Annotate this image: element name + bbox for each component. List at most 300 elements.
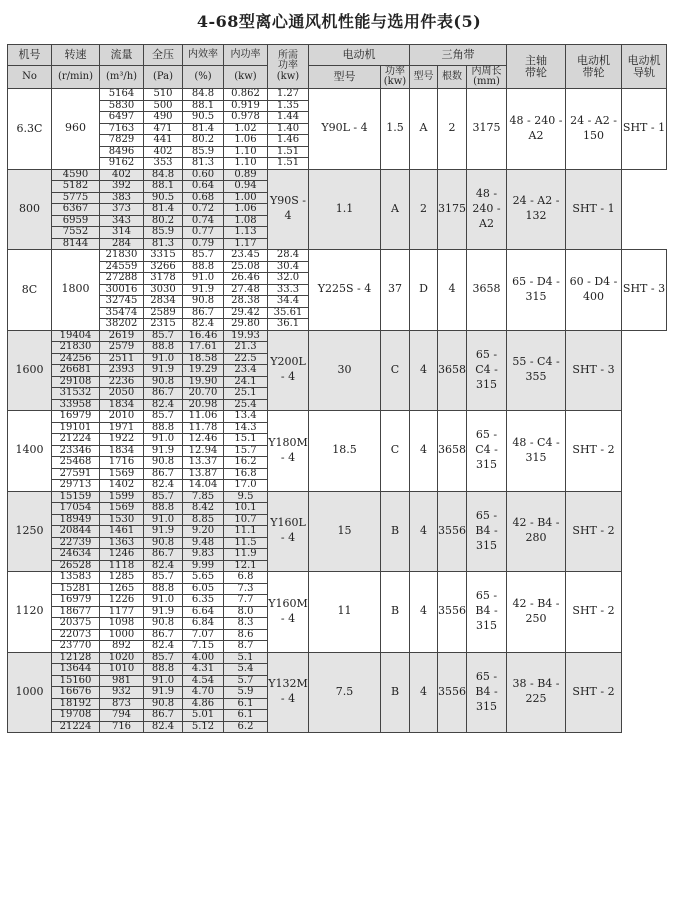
inner-power-cell: 1.10 [224,158,268,170]
shaft-pulley-cell: 48 - 240 - A2 [507,89,566,170]
flow-cell: 27591 [52,468,100,480]
motor-pulley-cell: 42 - B4 - 280 [507,491,566,572]
required-power-cell: 1.40 [268,123,309,135]
motor-model-cell: Y180M - 4 [268,411,309,492]
pressure-cell: 873 [100,698,144,710]
pressure-cell: 402 [144,146,183,158]
motor-rail-cell: SHT - 1 [566,169,622,250]
flow-cell: 19404 [52,330,100,342]
motor-power-cell: 15 [309,491,381,572]
pressure-cell: 441 [144,135,183,147]
efficiency-cell: 84.8 [183,89,224,101]
inner-power-cell: 9.48 [183,537,224,549]
flow-cell: 18949 [52,514,100,526]
efficiency-cell: 88.1 [144,181,183,193]
flow-cell: 4590 [52,169,100,181]
inner-power-cell: 12.46 [183,434,224,446]
efficiency-cell: 88.8 [144,422,183,434]
belt-count-cell: 4 [438,250,467,331]
header-machine-no-sub: No [8,66,52,89]
pressure-cell: 284 [100,238,144,250]
inner-power-cell: 8.42 [183,503,224,515]
belt-length-cell: 3175 [467,89,507,170]
speed-group [8,652,667,733]
efficiency-cell: 88.8 [144,583,183,595]
required-power-cell: 22.5 [224,353,268,365]
motor-power-cell: 7.5 [309,652,381,733]
pressure-cell: 1265 [100,583,144,595]
table-row [8,652,667,664]
efficiency-cell: 91.0 [144,595,183,607]
required-power-cell: 8.0 [224,606,268,618]
inner-power-cell: 29.42 [224,307,268,319]
pressure-cell: 392 [100,181,144,193]
efficiency-cell: 90.8 [144,618,183,630]
required-power-cell: 10.1 [224,503,268,515]
flow-cell: 15281 [52,583,100,595]
required-power-cell: 23.4 [224,365,268,377]
pressure-cell: 1716 [100,457,144,469]
header-row-1 [8,45,667,66]
efficiency-cell: 86.7 [144,388,183,400]
required-power-cell: 35.61 [268,307,309,319]
efficiency-cell: 81.4 [183,123,224,135]
pressure-cell: 1020 [100,652,144,664]
efficiency-cell: 86.7 [183,307,224,319]
inner-power-cell: 0.68 [183,192,224,204]
required-power-cell: 24.1 [224,376,268,388]
efficiency-cell: 85.9 [183,146,224,158]
inner-power-cell: 5.01 [183,710,224,722]
machine-no-cell: 8C [8,250,52,331]
pressure-cell: 1177 [100,606,144,618]
efficiency-cell: 91.0 [183,273,224,285]
shaft-pulley-cell: 65 - B4 - 315 [467,491,507,572]
motor-power-cell: 18.5 [309,411,381,492]
pressure-cell: 981 [100,675,144,687]
pressure-cell: 1834 [100,399,144,411]
required-power-cell: 1.13 [224,227,268,239]
belt-length-cell: 3175 [438,169,467,250]
pressure-cell: 353 [144,158,183,170]
pressure-cell: 471 [144,123,183,135]
flow-cell: 24559 [100,261,144,273]
required-power-cell: 9.5 [224,491,268,503]
inner-power-cell: 16.46 [183,330,224,342]
inner-power-cell: 19.29 [183,365,224,377]
efficiency-cell: 85.7 [144,491,183,503]
motor-rail-cell: SHT - 2 [566,491,622,572]
flow-cell: 8144 [52,238,100,250]
required-power-cell: 25.1 [224,388,268,400]
pressure-cell: 3030 [144,284,183,296]
required-power-cell: 13.4 [224,411,268,423]
efficiency-cell: 80.2 [183,135,224,147]
motor-pulley-cell: 55 - C4 - 355 [507,330,566,411]
required-power-cell: 8.3 [224,618,268,630]
flow-cell: 35474 [100,307,144,319]
belt-length-cell: 3556 [438,491,467,572]
belt-type-cell: A [410,89,438,170]
efficiency-cell: 86.7 [144,468,183,480]
flow-cell: 23346 [52,445,100,457]
pressure-cell: 1569 [100,503,144,515]
pressure-cell: 1922 [100,434,144,446]
header-pressure: 全压 [144,45,183,66]
required-power-cell: 21.3 [224,342,268,354]
required-power-cell: 16.2 [224,457,268,469]
required-power-cell: 1.27 [268,89,309,101]
flow-cell: 20375 [52,618,100,630]
inner-power-cell: 4.70 [183,687,224,699]
table-row [8,572,667,584]
pressure-cell: 490 [144,112,183,124]
speed-group [8,572,667,653]
speed-group [8,169,667,250]
inner-power-cell: 26.46 [224,273,268,285]
belt-length-cell: 3556 [438,572,467,653]
belt-length-cell: 3556 [438,652,467,733]
required-power-cell: 6.1 [224,698,268,710]
header-efficiency-unit: (%) [183,66,224,89]
motor-power-cell: 1.1 [309,169,381,250]
flow-cell: 25468 [52,457,100,469]
pressure-cell: 1971 [100,422,144,434]
inner-power-cell: 13.87 [183,468,224,480]
efficiency-cell: 88.8 [183,261,224,273]
pressure-cell: 2393 [100,365,144,377]
table-row [8,330,667,342]
pressure-cell: 1834 [100,445,144,457]
speed-group [8,250,667,331]
speed-group [8,411,667,492]
efficiency-cell: 82.4 [144,641,183,653]
flow-cell: 13583 [52,572,100,584]
required-power-cell: 36.1 [268,319,309,331]
efficiency-cell: 86.7 [144,629,183,641]
belt-count-cell: 4 [410,572,438,653]
inner-power-cell: 20.70 [183,388,224,400]
efficiency-cell: 85.7 [144,572,183,584]
pressure-cell: 2579 [100,342,144,354]
required-power-cell: 10.7 [224,514,268,526]
flow-cell: 26681 [52,365,100,377]
pressure-cell: 383 [100,192,144,204]
inner-power-cell: 7.15 [183,641,224,653]
belt-type-cell: C [381,411,410,492]
inner-power-cell: 7.07 [183,629,224,641]
flow-cell: 27288 [100,273,144,285]
required-power-cell: 25.4 [224,399,268,411]
belt-count-cell: 4 [410,652,438,733]
flow-cell: 16979 [52,411,100,423]
performance-table [7,44,667,733]
inner-power-cell: 5.65 [183,572,224,584]
pressure-cell: 794 [100,710,144,722]
inner-power-cell: 13.37 [183,457,224,469]
efficiency-cell: 91.9 [144,526,183,538]
pressure-cell: 1402 [100,480,144,492]
motor-pulley-cell: 42 - B4 - 250 [507,572,566,653]
header-shaft-pulley: 主轴 带轮 [507,45,566,89]
pressure-cell: 1461 [100,526,144,538]
flow-cell: 29713 [52,480,100,492]
pressure-cell: 2619 [100,330,144,342]
belt-type-cell: D [410,250,438,331]
inner-power-cell: 25.08 [224,261,268,273]
flow-cell: 16979 [52,595,100,607]
efficiency-cell: 81.3 [183,158,224,170]
efficiency-cell: 88.8 [144,664,183,676]
inner-power-cell: 6.64 [183,606,224,618]
required-power-cell: 15.7 [224,445,268,457]
pressure-cell: 3315 [144,250,183,262]
pressure-cell: 343 [100,215,144,227]
pressure-cell: 1569 [100,468,144,480]
flow-cell: 18192 [52,698,100,710]
belt-length-cell: 3658 [438,411,467,492]
motor-power-cell: 30 [309,330,381,411]
belt-count-cell: 4 [410,491,438,572]
efficiency-cell: 90.8 [144,376,183,388]
inner-power-cell: 6.84 [183,618,224,630]
efficiency-cell: 85.7 [144,411,183,423]
speed-group [8,89,667,170]
header-speed: 转速 [52,45,100,66]
pressure-cell: 2511 [100,353,144,365]
motor-rail-cell: SHT - 3 [566,330,622,411]
flow-cell: 21830 [52,342,100,354]
speed-cell: 1600 [8,330,52,411]
flow-cell: 21224 [52,434,100,446]
pressure-cell: 314 [100,227,144,239]
inner-power-cell: 0.919 [224,100,268,112]
motor-model-cell: Y90L - 4 [309,89,381,170]
required-power-cell: 1.00 [224,192,268,204]
flow-cell: 19708 [52,710,100,722]
required-power-cell: 28.4 [268,250,309,262]
flow-cell: 31532 [52,388,100,400]
required-power-cell: 15.1 [224,434,268,446]
belt-count-cell: 4 [410,330,438,411]
pressure-cell: 2834 [144,296,183,308]
header-motor: 电动机 [309,45,410,66]
shaft-pulley-cell: 65 - D4 - 315 [507,250,566,331]
flow-cell: 5182 [52,181,100,193]
flow-cell: 13644 [52,664,100,676]
efficiency-cell: 82.4 [144,560,183,572]
efficiency-cell: 90.5 [144,192,183,204]
flow-cell: 5830 [100,100,144,112]
pressure-cell: 932 [100,687,144,699]
efficiency-cell: 86.7 [144,549,183,561]
flow-cell: 9162 [100,158,144,170]
required-power-cell: 0.94 [224,181,268,193]
inner-power-cell: 19.90 [183,376,224,388]
speed-cell: 1400 [8,411,52,492]
efficiency-cell: 82.4 [144,480,183,492]
inner-power-cell: 11.06 [183,411,224,423]
belt-type-cell: C [381,330,410,411]
header-inner-power: 内功率 [224,45,268,66]
pressure-cell: 1285 [100,572,144,584]
motor-rail-cell: SHT - 1 [622,89,667,170]
pressure-cell: 402 [100,169,144,181]
required-power-cell: 11.9 [224,549,268,561]
flow-cell: 30016 [100,284,144,296]
required-power-cell: 8.6 [224,629,268,641]
inner-power-cell: 1.06 [224,135,268,147]
belt-length-cell: 3658 [467,250,507,331]
efficiency-cell: 88.8 [144,342,183,354]
inner-power-cell: 9.99 [183,560,224,572]
inner-power-cell: 12.94 [183,445,224,457]
belt-type-cell: B [381,491,410,572]
motor-model-cell: Y90S - 4 [268,169,309,250]
pressure-cell: 510 [144,89,183,101]
header-pressure-unit: (Pa) [144,66,183,89]
efficiency-cell: 91.0 [144,353,183,365]
belt-type-cell: A [381,169,410,250]
shaft-pulley-cell: 65 - C4 - 315 [467,411,507,492]
pressure-cell: 1246 [100,549,144,561]
required-power-cell: 1.06 [224,204,268,216]
inner-power-cell: 4.54 [183,675,224,687]
header-required-power: 所需 功率 (kw) [268,45,309,89]
motor-model-cell: Y225S - 4 [309,250,381,331]
speed-cell: 960 [52,89,100,170]
inner-power-cell: 1.02 [224,123,268,135]
motor-power-cell: 37 [381,250,410,331]
inner-power-cell: 5.12 [183,721,224,733]
inner-power-cell: 6.05 [183,583,224,595]
required-power-cell: 6.2 [224,721,268,733]
efficiency-cell: 88.8 [144,503,183,515]
table-row [8,411,667,423]
flow-cell: 22739 [52,537,100,549]
required-power-cell: 1.44 [268,112,309,124]
flow-cell: 6367 [52,204,100,216]
required-power-cell: 1.51 [268,146,309,158]
header-machine-no: 机号 [8,45,52,66]
pressure-cell: 892 [100,641,144,653]
inner-power-cell: 9.83 [183,549,224,561]
belt-type-cell: B [381,572,410,653]
motor-model-cell: Y160L - 4 [268,491,309,572]
flow-cell: 23770 [52,641,100,653]
inner-power-cell: 0.79 [183,238,224,250]
header-vbelt: 三角带 [410,45,507,66]
efficiency-cell: 85.9 [144,227,183,239]
flow-cell: 38202 [100,319,144,331]
motor-rail-cell: SHT - 3 [622,250,667,331]
inner-power-cell: 4.86 [183,698,224,710]
flow-cell: 21830 [100,250,144,262]
motor-power-cell: 1.5 [381,89,410,170]
required-power-cell: 32.0 [268,273,309,285]
required-power-cell: 6.8 [224,572,268,584]
motor-pulley-cell: 38 - B4 - 225 [507,652,566,733]
header-belt-type: 型号 [410,66,438,89]
inner-power-cell: 9.20 [183,526,224,538]
pressure-cell: 1363 [100,537,144,549]
pressure-cell: 1118 [100,560,144,572]
required-power-cell: 5.1 [224,652,268,664]
required-power-cell: 1.46 [268,135,309,147]
pressure-cell: 1530 [100,514,144,526]
required-power-cell: 5.9 [224,687,268,699]
efficiency-cell: 85.7 [144,652,183,664]
required-power-cell: 17.0 [224,480,268,492]
efficiency-cell: 82.4 [183,319,224,331]
inner-power-cell: 28.38 [224,296,268,308]
pressure-cell: 2236 [100,376,144,388]
required-power-cell: 34.4 [268,296,309,308]
table-row [8,169,667,181]
speed-cell: 1250 [8,491,52,572]
motor-model-cell: Y200L - 4 [268,330,309,411]
inner-power-cell: 14.04 [183,480,224,492]
flow-cell: 7829 [100,135,144,147]
motor-pulley-cell: 60 - D4 - 400 [566,250,622,331]
machine-no-cell: 6.3C [8,89,52,170]
required-power-cell: 1.51 [268,158,309,170]
pressure-cell: 2589 [144,307,183,319]
efficiency-cell: 91.9 [144,445,183,457]
efficiency-cell: 86.7 [144,710,183,722]
belt-count-cell: 2 [438,89,467,170]
header-motor-model: 型号 [309,66,381,89]
inner-power-cell: 0.74 [183,215,224,227]
speed-cell: 1120 [8,572,52,653]
required-power-cell: 11.5 [224,537,268,549]
table-row [8,250,667,262]
belt-length-cell: 3658 [438,330,467,411]
efficiency-cell: 80.2 [144,215,183,227]
required-power-cell: 5.4 [224,664,268,676]
flow-cell: 5775 [52,192,100,204]
inner-power-cell: 0.862 [224,89,268,101]
efficiency-cell: 81.4 [144,204,183,216]
shaft-pulley-cell: 65 - B4 - 315 [467,652,507,733]
efficiency-cell: 90.5 [183,112,224,124]
required-power-cell: 7.3 [224,583,268,595]
required-power-cell: 14.3 [224,422,268,434]
flow-cell: 18677 [52,606,100,618]
header-belt-length: 内周长 (mm) [467,66,507,89]
efficiency-cell: 90.8 [144,698,183,710]
flow-cell: 26528 [52,560,100,572]
required-power-cell: 0.89 [224,169,268,181]
efficiency-cell: 88.1 [183,100,224,112]
efficiency-cell: 91.9 [144,365,183,377]
flow-cell: 6959 [52,215,100,227]
inner-power-cell: 4.00 [183,652,224,664]
flow-cell: 19101 [52,422,100,434]
belt-count-cell: 2 [410,169,438,250]
pressure-cell: 1010 [100,664,144,676]
pressure-cell: 716 [100,721,144,733]
motor-rail-cell: SHT - 2 [566,572,622,653]
inner-power-cell: 17.61 [183,342,224,354]
required-power-cell: 11.1 [224,526,268,538]
motor-pulley-cell: 24 - A2 - 132 [507,169,566,250]
flow-cell: 24256 [52,353,100,365]
efficiency-cell: 90.8 [183,296,224,308]
pressure-cell: 2010 [100,411,144,423]
flow-cell: 15159 [52,491,100,503]
header-motor-pulley: 电动机 带轮 [566,45,622,89]
